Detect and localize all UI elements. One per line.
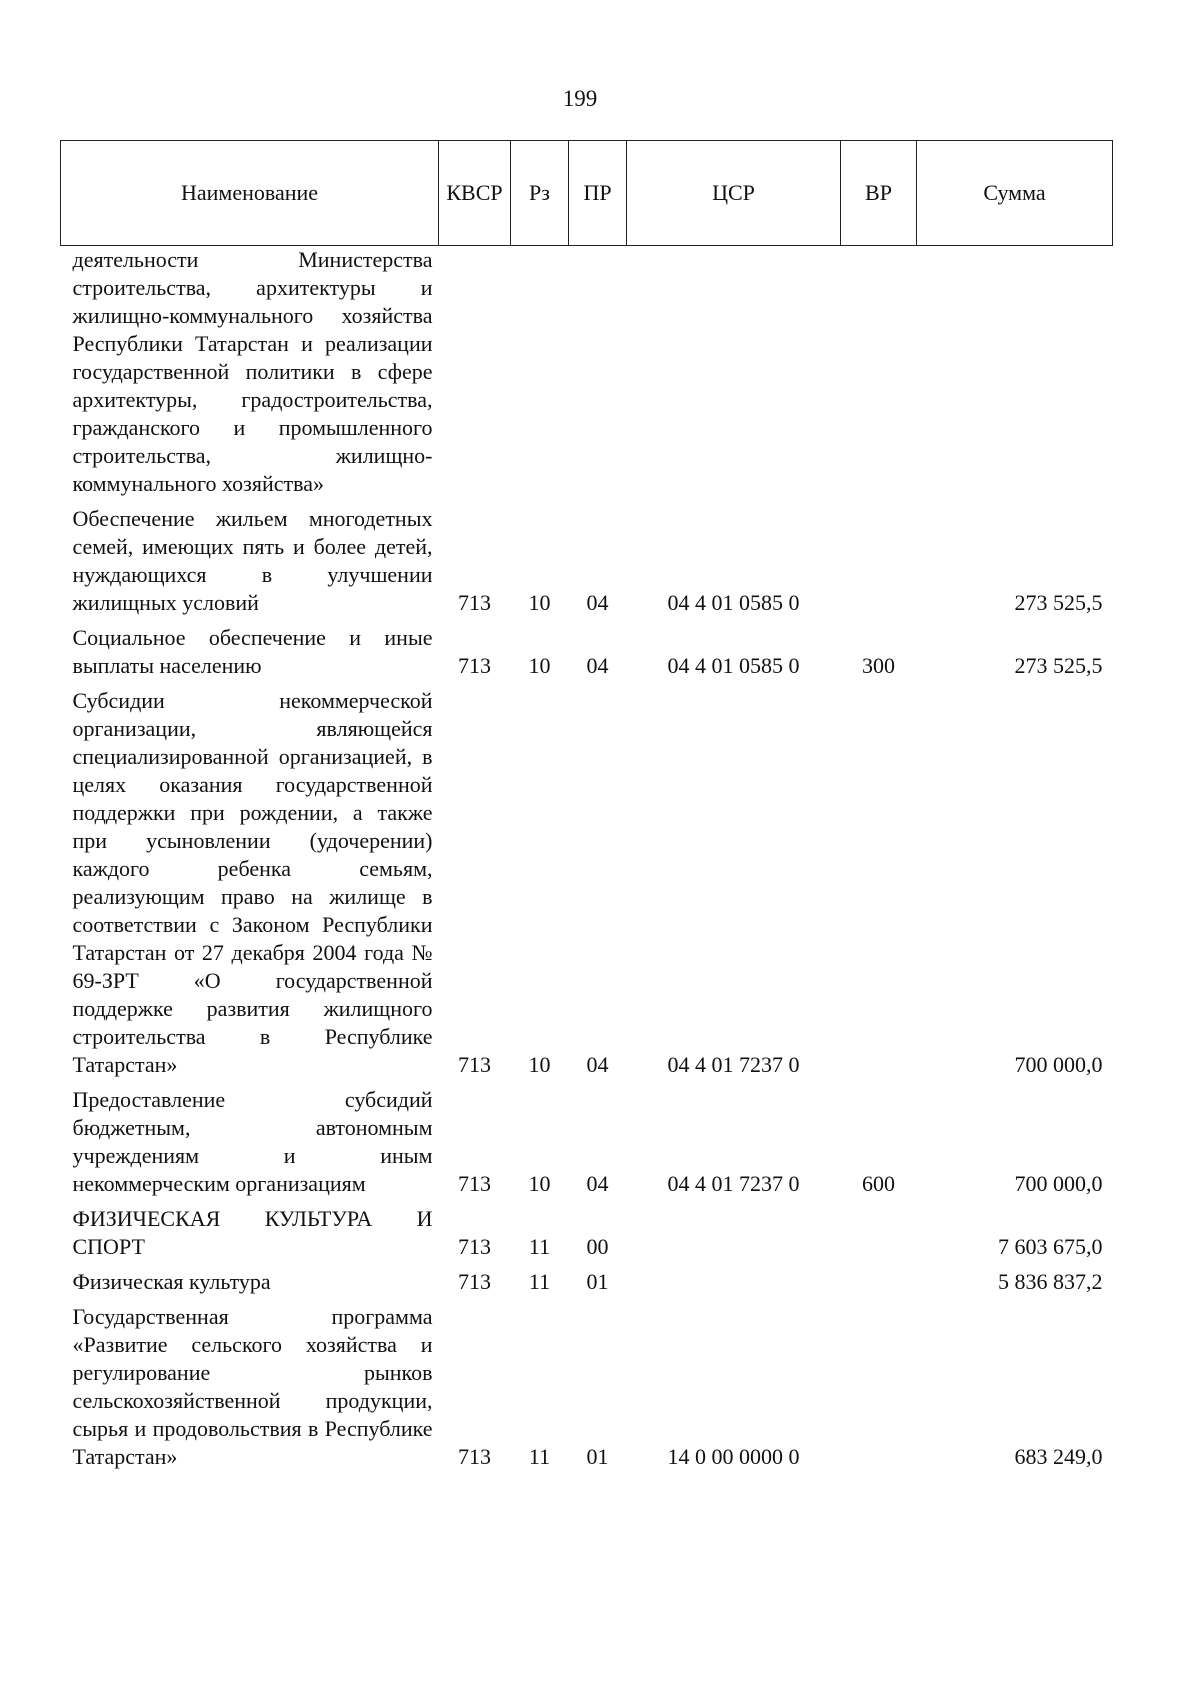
row-name-cell: Предоставление субсидий бюджетным, автономным учреждениям и иным некоммерческим организациям (72, 1087, 433, 1196)
row-sum-cell: 683 249,0 (1014, 1444, 1103, 1469)
row-name-cell: Государственная программа «Развитие сельского хозяйства и регулирование рынков сельскохозяйственной продукции, сырья и продовольствия в Республике Татарстан» (72, 1304, 433, 1469)
row-pr-cell: 01 (586, 1444, 609, 1469)
table-row (61, 1205, 1113, 1264)
header-csr: ЦСР (627, 141, 841, 246)
table-header-row (61, 141, 1113, 246)
header-kvsr: КВСР (439, 141, 511, 246)
row-rz-cell: 10 (528, 590, 551, 615)
row-csr-cell: 14 0 00 0000 0 (667, 1444, 800, 1469)
row-spacer (61, 1474, 1113, 1478)
row-kvsr-cell: 713 (458, 653, 491, 678)
row-kvsr-cell: 713 (458, 1052, 491, 1077)
page-number: 199 (562, 86, 598, 111)
row-pr-cell: 01 (586, 1269, 609, 1294)
spacer-cell (917, 1474, 1113, 1478)
row-sum-cell: 273 525,5 (1014, 653, 1103, 678)
row-csr-cell: 04 4 01 7237 0 (667, 1052, 800, 1077)
row-rz-cell: 10 (528, 1171, 551, 1196)
row-vr-cell (841, 1268, 917, 1299)
row-sum-cell: 5 836 837,2 (998, 1269, 1103, 1294)
row-vr-cell (841, 687, 917, 1082)
row-kvsr-cell: 713 (458, 1269, 491, 1294)
row-rz-cell: 11 (528, 1234, 551, 1259)
row-kvsr-cell: 713 (458, 1234, 491, 1259)
table-row (61, 1086, 1113, 1201)
table-row (61, 505, 1113, 620)
table-row (61, 1303, 1113, 1474)
row-name-cell: Обеспечение жильем многодетных семей, имеющих пять и более детей, нуждающихся в улучшении жилищных условий (72, 506, 433, 615)
spacer-cell (511, 1474, 569, 1478)
row-name-cell: деятельности Министерства строительства, архитектуры и жилищно-коммунального хозяйства Республики Татарстан и реализации государственной политики в сфере архитектуры, градостроительства, гражданского и промышленного строительства, жилищно-коммунального хозяйства» (72, 247, 433, 496)
row-vr-cell (841, 1205, 917, 1264)
row-sum-cell (917, 246, 1113, 502)
row-sum-cell: 7 603 675,0 (998, 1234, 1103, 1259)
spacer-cell (439, 1474, 511, 1478)
header-rz: Рз (511, 141, 569, 246)
row-pr-cell: 04 (586, 590, 609, 615)
row-rz-cell: 11 (528, 1444, 551, 1469)
row-sum-cell: 273 525,5 (1014, 590, 1103, 615)
row-kvsr-cell: 713 (458, 1444, 491, 1469)
row-sum-cell: 700 000,0 (1014, 1171, 1103, 1196)
table-row (61, 1268, 1113, 1299)
table-row (61, 624, 1113, 683)
row-vr-cell: 300 (862, 653, 895, 678)
spacer-cell (569, 1474, 627, 1478)
row-csr-cell (627, 246, 841, 502)
row-rz-cell: 10 (528, 653, 551, 678)
row-vr-cell (841, 246, 917, 502)
row-rz-cell: 11 (528, 1269, 551, 1294)
row-pr-cell (569, 246, 627, 502)
spacer-cell (841, 1474, 917, 1478)
table-body (61, 246, 1113, 1479)
table-row (61, 246, 1113, 502)
row-csr-cell: 04 4 01 0585 0 (667, 590, 800, 615)
row-pr-cell: 04 (586, 1171, 609, 1196)
row-kvsr-cell: 713 (458, 590, 491, 615)
header-vr: ВР (841, 141, 917, 246)
row-vr-cell: 600 (862, 1171, 895, 1196)
row-csr-cell (627, 1205, 841, 1264)
row-name-cell: Субсидии некоммерческой организации, являющейся специализированной организацией, в целях оказания государственной поддержки при рождении, а также при усыновлении (удочерении) каждого ребенка семьям, реализующим право на жилище в соответствии с Законом Республики Татарстан от 27 декабря 2004 года № 69-ЗРТ «О государственной поддержке развития жилищного строительства в Республике Татарстан» (72, 688, 433, 1077)
budget-table (60, 140, 1113, 1478)
row-kvsr-cell: 713 (458, 1171, 491, 1196)
row-vr-cell (841, 1303, 917, 1474)
header-sum: Сумма (917, 141, 1113, 246)
row-csr-cell: 04 4 01 7237 0 (667, 1171, 800, 1196)
table-row (61, 687, 1113, 1082)
row-csr-cell: 04 4 01 0585 0 (667, 653, 800, 678)
row-vr-cell (841, 505, 917, 620)
row-pr-cell: 00 (586, 1234, 609, 1259)
row-name-cell: Социальное обеспечение и иные выплаты населению (72, 625, 433, 678)
spacer-cell (61, 1474, 439, 1478)
row-name-cell: Физическая культура (72, 1269, 271, 1294)
row-csr-cell (627, 1268, 841, 1299)
row-pr-cell: 04 (586, 1052, 609, 1077)
row-name-cell: ФИЗИЧЕСКАЯ КУЛЬТУРА И СПОРТ (72, 1206, 433, 1259)
header-pr: ПР (569, 141, 627, 246)
row-pr-cell: 04 (586, 653, 609, 678)
row-sum-cell: 700 000,0 (1014, 1052, 1103, 1077)
row-kvsr-cell (439, 246, 511, 502)
spacer-cell (627, 1474, 841, 1478)
row-rz-cell (511, 246, 569, 502)
header-name: Наименование (61, 141, 439, 246)
row-rz-cell: 10 (528, 1052, 551, 1077)
